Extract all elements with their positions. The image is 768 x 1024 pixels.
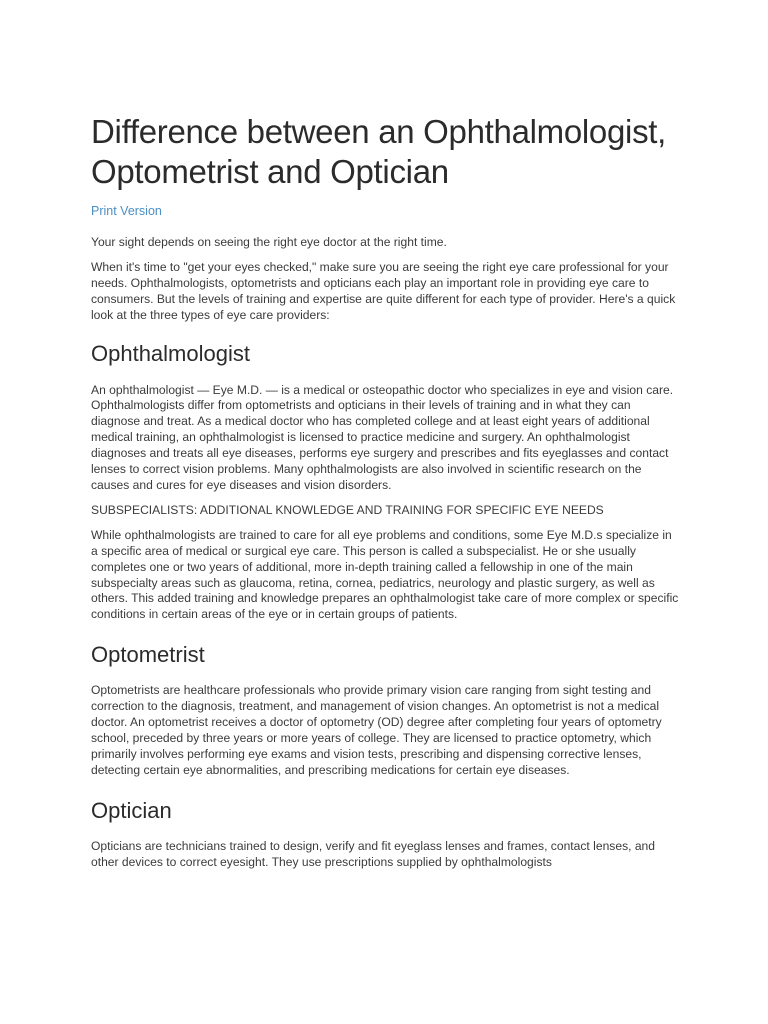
optometrist-paragraph: Optometrists are healthcare professionals who provide primary vision care ranging from sight testing and correction to the diagnosis, treatment, and management of vision changes. An optometrist is not a medical doctor. An optometrist receives a doctor of optometry (OD) degree after completing four years of optometry school, preceded by three years or more years of college. They are licensed to practice optometry, which primarily involves performing eye exams and vision tests, prescribing and dispensing corrective lenses, detecting certain eye abnormalities, and prescribing medications for certain eye diseases. — [91, 683, 662, 777]
print-version-link[interactable]: Print Version — [91, 204, 162, 218]
overview-paragraph: When it's time to "get your eyes checked," make sure you are seeing the right eye care professional for your needs. Ophthalmologists, optometrists and opticians each play an important role in providing eye care to consumers. But the levels of training and expertise are quite different for each type of provider. Here's a quick look at the three types of eye care providers: — [91, 259, 676, 322]
page-title: Difference between an Ophthalmologist, Optometrist and Optician — [91, 113, 667, 190]
subspecialists-heading: SUBSPECIALISTS: ADDITIONAL KNOWLEDGE AND TRAINING FOR SPECIFIC EYE NEEDS — [91, 502, 604, 517]
section-heading-optician: Optician — [91, 797, 172, 823]
optician-paragraph: Opticians are technicians trained to design, verify and fit eyeglass lenses and frames, contact lenses, and other devices to correct eyesight. They use prescriptions supplied by ophthalmologists — [91, 838, 656, 869]
subspecialists-paragraph: While ophthalmologists are trained to care for all eye problems and conditions, some Eye M.D.s specialize in a specific area of medical or surgical eye care. This person is called a subspecialist. He or she usually completes one or two years of additional, more in-depth training called a fellowship in one of the main subspecialty areas such as glaucoma, retina, cornea, pediatrics, neurology and plastic surgery, as well as others. This added training and knowledge prepares an ophthalmologist take care of more complex or specific conditions in certain areas of the eye or in certain groups of patients. — [91, 527, 679, 622]
intro-paragraph: Your sight depends on seeing the right eye doctor at the right time. — [91, 235, 447, 249]
section-heading-optometrist: Optometrist — [91, 642, 205, 668]
document-page — [91, 112, 681, 870]
ophthalmologist-paragraph: An ophthalmologist — Eye M.D. — is a medical or osteopathic doctor who specializes in eye and vision care. Ophthalmologists differ from optometrists and opticians in their levels of training and in what they can diagnose and treat. As a medical doctor who has completed college and at least eight years of additional medical training, an ophthalmologist is licensed to practice medicine and surgery. An ophthalmologist diagnoses and treats all eye diseases, performs eye surgery and prescribes and fits eyeglasses and contact lenses to correct vision problems. Many ophthalmologists are also involved in scientific research on the causes and cures for eye diseases and vision disorders. — [91, 382, 674, 492]
section-heading-ophthalmologist: Ophthalmologist — [91, 340, 250, 366]
